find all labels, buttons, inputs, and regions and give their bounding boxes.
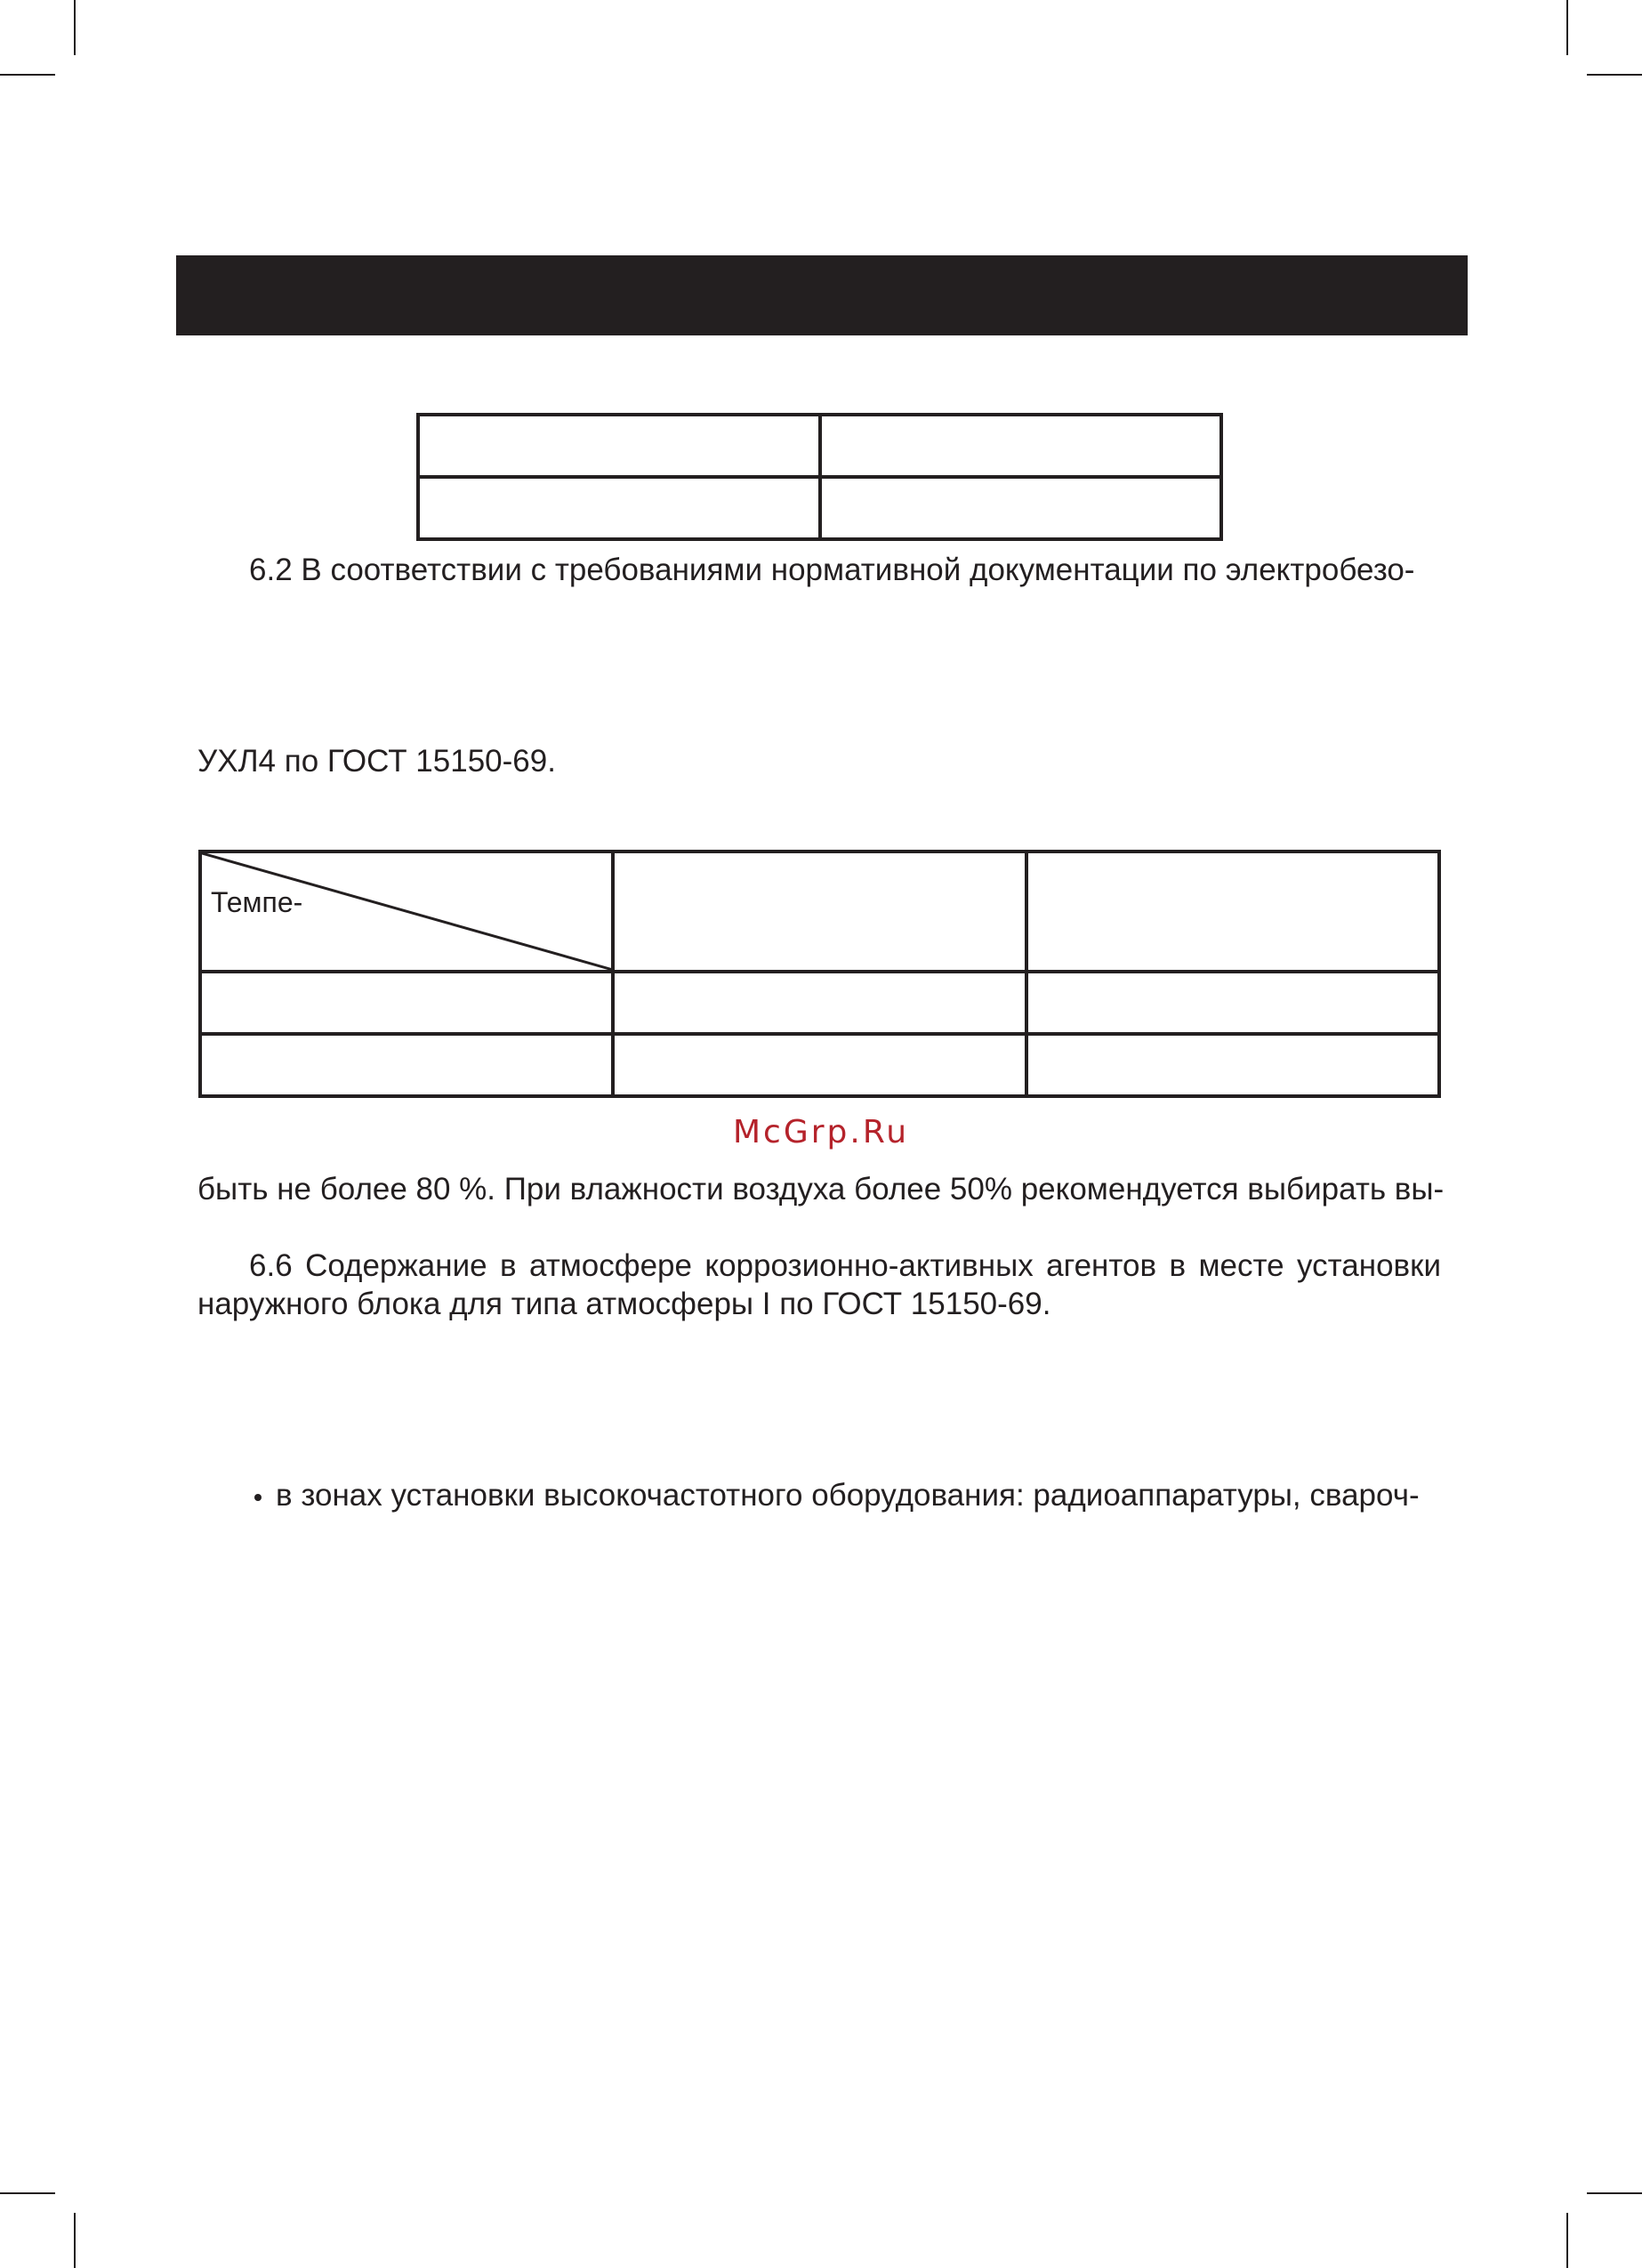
- section-header-bar: [176, 255, 1468, 335]
- table-cell: [1026, 972, 1439, 1034]
- table-corner-cell: [200, 852, 613, 972]
- temperature-table: [198, 850, 1441, 1098]
- paragraph-6-6-line-2: наружного блока для типа атмосферы I по ГОСТ 15150-69.: [197, 1287, 1051, 1321]
- table-cell: [200, 1034, 613, 1096]
- climate-category-line: УХЛ4 по ГОСТ 15150-69.: [197, 744, 556, 779]
- crop-mark-top-left-vertical: [74, 0, 76, 55]
- table-cell: [613, 972, 1026, 1034]
- table-cell: [613, 852, 1026, 972]
- table-cell: [1026, 852, 1439, 972]
- crop-mark-bottom-right-horizontal: [1587, 2192, 1642, 2194]
- paragraph-6-2: 6.2 В соответствии с требованиями нормативной документации по электробезо-: [249, 553, 1415, 587]
- bullet-icon: [254, 1494, 262, 1501]
- bullet-high-frequency-line: в зонах установки высокочастотного оборудования: радиоаппаратуры, свароч-: [276, 1478, 1420, 1513]
- humidity-line: быть не более 80 %. При влажности воздуха более 50% рекомендуется выбирать вы-: [197, 1172, 1445, 1207]
- table-cell: [418, 477, 820, 539]
- paragraph-6-6-line-1: 6.6 Содержание в атмосфере коррозионно-активных агентов в месте установки: [249, 1248, 1441, 1283]
- table-cell: [200, 972, 613, 1034]
- crop-mark-bottom-left-vertical: [74, 2213, 76, 2268]
- table-cell: [820, 477, 1222, 539]
- crop-mark-top-right-horizontal: [1587, 74, 1642, 76]
- small-table: [416, 413, 1223, 541]
- crop-mark-bottom-left-horizontal: [0, 2192, 55, 2194]
- crop-mark-bottom-right-vertical: [1566, 2213, 1568, 2268]
- crop-mark-top-right-vertical: [1566, 0, 1568, 55]
- watermark: McGrp.Ru: [732, 1114, 910, 1150]
- table-cell: [820, 415, 1222, 477]
- crop-mark-top-left-horizontal: [0, 74, 55, 76]
- table-cell: [418, 415, 820, 477]
- corner-label: Темпе-: [211, 886, 303, 918]
- table-cell: [1026, 1034, 1439, 1096]
- table-cell: [613, 1034, 1026, 1096]
